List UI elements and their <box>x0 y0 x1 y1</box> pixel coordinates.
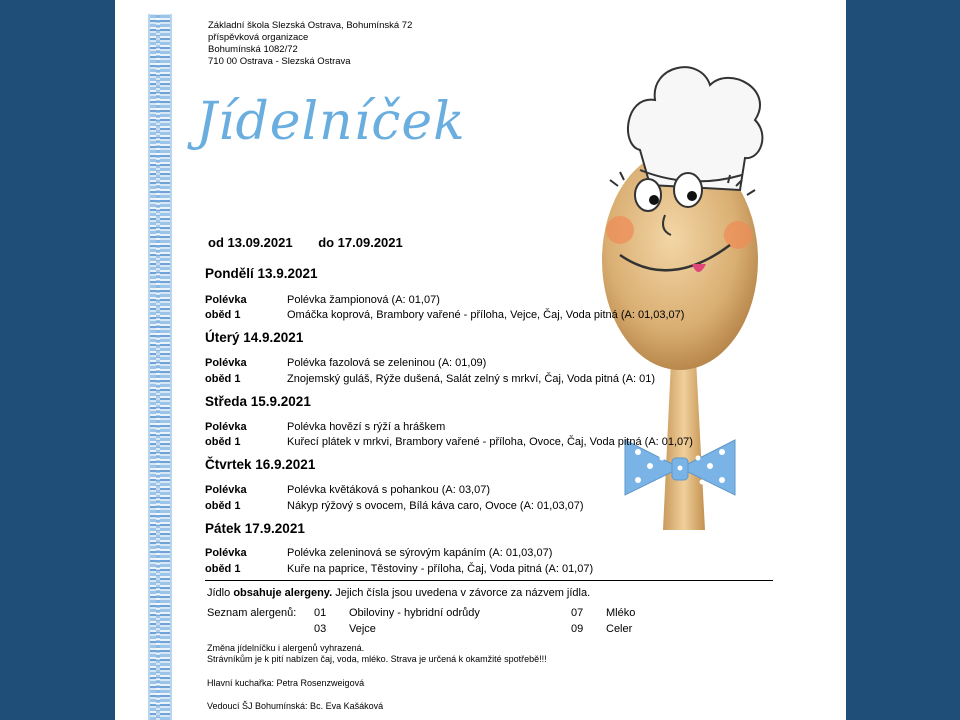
allergen-note <box>207 587 590 599</box>
soup-label: Polévka <box>205 484 247 496</box>
school-line: příspěvková organizace <box>208 32 309 43</box>
soup-label: Polévka <box>205 357 247 369</box>
ribbon-decoration <box>148 14 172 720</box>
divider <box>205 580 773 581</box>
allergen-name: Obiloviny - hybridní odrůdy <box>349 607 480 619</box>
lunch-label: oběd 1 <box>205 500 241 512</box>
chef-spoon-icon <box>580 40 780 530</box>
soup-dish: Polévka zeleninová se sýrovým kapáním (A: 01,03,07) <box>287 547 553 559</box>
lunch-dish: Kuřecí plátek v mrkvi, Brambory vařené - příloha, Ovoce, Čaj, Voda pitná (A: 01,07) <box>287 436 693 448</box>
lunch-dish: Znojemský guláš, Rýže dušená, Salát zelný s mrkví, Čaj, Voda pitná (A: 01) <box>287 373 656 385</box>
allergen-name: Celer <box>606 623 633 635</box>
left-frame <box>0 0 115 720</box>
day-heading: Pondělí 13.9.2021 <box>205 266 318 281</box>
allergen-code: 09 <box>571 623 584 635</box>
period-from: od 13.09.2021 <box>208 235 293 250</box>
soup-dish: Polévka hovězí s rýží a hráškem <box>287 421 446 433</box>
day-heading: Pátek 17.9.2021 <box>205 521 305 536</box>
lunch-dish: Kuře na paprice, Těstoviny - příloha, Čaj, Voda pitná (A: 01,07) <box>287 563 594 575</box>
allergen-code: 07 <box>571 607 584 619</box>
soup-dish: Polévka fazolová se zeleninou (A: 01,09) <box>287 357 487 369</box>
allergen-code: 03 <box>314 623 327 635</box>
school-line: 710 00 Ostrava - Slezská Ostrava <box>208 56 351 67</box>
lunch-dish: Nákyp rýžový s ovocem, Bílá káva caro, Ovoce (A: 01,03,07) <box>287 500 584 512</box>
head-cook: Hlavní kuchařka: Petra Rosenzweigová <box>207 678 365 688</box>
lunch-label: oběd 1 <box>205 563 241 575</box>
change-note: Změna jídelníčku i alergenů vyhrazená. <box>207 643 365 653</box>
lunch-label: oběd 1 <box>205 436 241 448</box>
day-heading: Úterý 14.9.2021 <box>205 330 304 345</box>
soup-label: Polévka <box>205 294 247 306</box>
allergen-note-prefix: Jídlo <box>207 587 231 599</box>
allergen-code: 01 <box>314 607 327 619</box>
right-frame <box>846 0 960 720</box>
drinks-note: Strávníkům je k pití nabízen čaj, voda, mléko. Strava je určená k okamžité spotřebě!!! <box>207 654 547 664</box>
lunch-label: oběd 1 <box>205 309 241 321</box>
allergen-list-label: Seznam alergenů: <box>207 607 297 619</box>
day-heading: Čtvrtek 16.9.2021 <box>205 457 316 472</box>
lunch-dish: Omáčka koprová, Brambory vařené - příloha, Vejce, Čaj, Voda pitná (A: 01,03,07) <box>287 309 685 321</box>
school-line: Základní škola Slezská Ostrava, Bohumínská 72 <box>208 20 413 31</box>
school-header <box>208 20 412 68</box>
day-heading: Středa 15.9.2021 <box>205 394 311 409</box>
period-to: do 17.09.2021 <box>318 235 403 250</box>
soup-dish: Polévka žampionová (A: 01,07) <box>287 294 440 306</box>
allergen-note-suffix: Jejich čísla jsou uvedena v závorce za názvem jídla. <box>335 587 591 599</box>
allergen-note-bold: obsahuje alergeny. <box>233 587 333 599</box>
allergen-name: Mléko <box>606 607 636 619</box>
lunch-label: oběd 1 <box>205 373 241 385</box>
menu-period <box>208 235 425 250</box>
school-line: Bohumínská 1082/72 <box>208 44 298 55</box>
page-title: Jídelníček <box>196 92 466 152</box>
canteen-head: Vedoucí ŠJ Bohumínská: Bc. Eva Kašáková <box>207 701 384 711</box>
soup-label: Polévka <box>205 547 247 559</box>
soup-dish: Polévka květáková s pohankou (A: 03,07) <box>287 484 491 496</box>
soup-label: Polévka <box>205 421 247 433</box>
allergen-name: Vejce <box>349 623 376 635</box>
